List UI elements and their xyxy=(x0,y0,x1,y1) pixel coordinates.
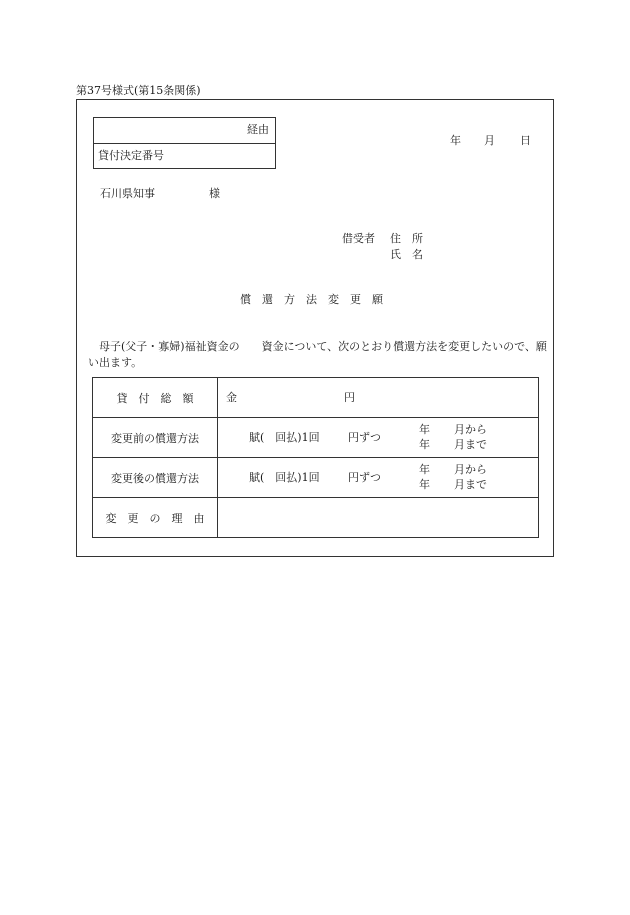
row-label-after: 変更後の償還方法 xyxy=(93,458,218,498)
date-month: 月 xyxy=(484,134,495,147)
form-number: 第37号様式(第15条関係) xyxy=(76,84,201,97)
from-year: 年 xyxy=(419,423,430,436)
row-label-before: 変更前の償還方法 xyxy=(93,418,218,458)
reason-cell xyxy=(218,498,539,538)
body-text: 母子(父子・寡婦)福祉資金の 資金について、次のとおり償還方法を変更したいので、願い出ます。 xyxy=(88,340,547,369)
to-year: 年 xyxy=(419,438,430,451)
document-title: 償 還 方 法 変 更 願 xyxy=(240,293,383,306)
row-label-reason: 変 更 の 理 由 xyxy=(93,498,218,538)
date-day: 日 xyxy=(520,134,531,147)
row-label-total-loan: 貸 付 総 額 xyxy=(93,378,218,418)
total-loan-cell xyxy=(218,378,539,418)
from-year: 年 xyxy=(419,463,430,476)
route-box-divider xyxy=(94,143,275,144)
date-year: 年 xyxy=(450,134,461,147)
installment-text: 賦( 回払)1回 xyxy=(249,431,320,444)
amount-unit: 円 xyxy=(344,391,355,404)
table-row xyxy=(93,378,539,418)
from-month: 月から xyxy=(454,423,487,436)
via-label: 経由 xyxy=(247,123,269,136)
installment-text: 賦( 回払)1回 xyxy=(249,471,320,484)
borrower-name-label: 氏 名 xyxy=(390,248,423,261)
after-method-cell xyxy=(218,458,539,498)
table-row xyxy=(93,458,539,498)
from-month: 月から xyxy=(454,463,487,476)
loan-decision-number-label: 貸付決定番号 xyxy=(98,149,164,162)
per-installment-text: 円ずつ xyxy=(348,431,381,444)
table-row xyxy=(93,498,539,538)
per-installment-text: 円ずつ xyxy=(348,471,381,484)
borrower-address-label: 住 所 xyxy=(390,232,423,245)
addressee-governor: 石川県知事 xyxy=(100,187,155,200)
to-month: 月まで xyxy=(454,438,487,451)
to-month: 月まで xyxy=(454,478,487,491)
repayment-table xyxy=(92,377,539,538)
table-row xyxy=(93,418,539,458)
before-method-cell xyxy=(218,418,539,458)
to-year: 年 xyxy=(419,478,430,491)
addressee-honorific: 様 xyxy=(209,187,220,200)
borrower-label: 借受者 xyxy=(342,232,375,245)
amount-prefix: 金 xyxy=(226,391,237,404)
